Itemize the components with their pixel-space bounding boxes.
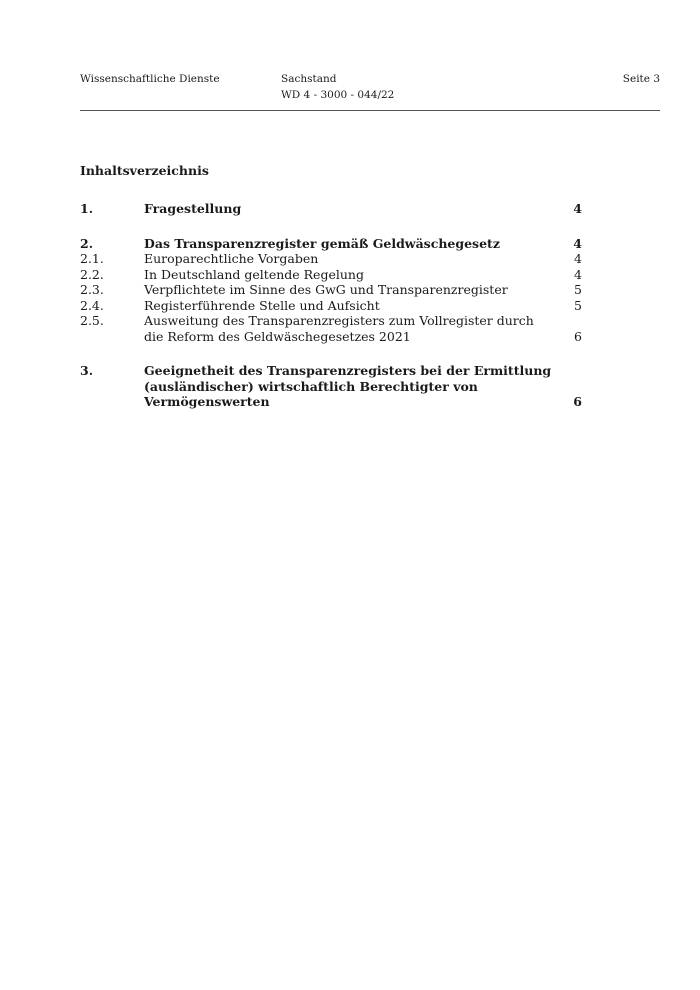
toc-entry-page: 5 — [574, 282, 582, 297]
toc-entry[interactable] — [80, 267, 582, 283]
toc-entry-page: 6 — [573, 394, 582, 409]
toc-entry-page: 4 — [573, 201, 582, 216]
toc-entry[interactable] — [80, 313, 582, 344]
toc-entry-label: Fragestellung — [144, 201, 242, 216]
header-divider — [80, 110, 660, 111]
toc-spacer — [80, 344, 582, 363]
toc-entry-label: Verpflichtete im Sinne des GwG und Transparenzregister — [144, 282, 508, 297]
toc-entry-number: 2.3. — [80, 282, 104, 297]
toc-spacer — [80, 217, 582, 236]
toc-title: Inhaltsverzeichnis — [80, 163, 209, 178]
toc-entry-label: In Deutschland geltende Regelung — [144, 266, 364, 282]
toc-entry-number: 2.5. — [80, 313, 104, 328]
toc-entry-page: 6 — [574, 328, 582, 344]
header-document-type: Sachstand — [281, 73, 337, 85]
toc-entry[interactable] — [80, 298, 582, 314]
toc-entry-page: 4 — [573, 235, 582, 251]
toc-entry-number: 2.2. — [80, 266, 104, 282]
toc-entry[interactable] — [80, 251, 582, 267]
toc-entry-label: Geeignetheit des Transparenzregisters bei der Ermittlung (ausländischer) wirtschaftlich Berechtigter von Vermögenswerten — [144, 363, 552, 409]
table-of-contents — [80, 201, 582, 410]
toc-entry-page: 5 — [574, 297, 582, 313]
toc-entry-label: Registerführende Stelle und Aufsicht — [144, 297, 380, 313]
header-page-number: Seite 3 — [622, 73, 660, 85]
toc-entry[interactable] — [80, 201, 582, 217]
toc-entry-number: 2.1. — [80, 251, 104, 266]
header-organization: Wissenschaftliche Dienste — [80, 73, 220, 85]
toc-entry-label: Ausweitung des Transparenzregisters zum Vollregister durch die Reform des Geldwäschegesetzes 2021 — [144, 313, 534, 344]
toc-entry-number: 3. — [80, 363, 94, 378]
toc-entry-number: 2.4. — [80, 297, 104, 313]
toc-entry[interactable] — [80, 236, 582, 252]
toc-entry-label: Europarechtliche Vorgaben — [144, 251, 319, 266]
toc-entry[interactable] — [80, 363, 582, 410]
toc-entry-page: 4 — [574, 266, 582, 282]
toc-entry-label: Das Transparenzregister gemäß Geldwäschegesetz — [144, 235, 500, 251]
toc-entry-number: 1. — [80, 201, 94, 216]
toc-entry-number: 2. — [80, 235, 94, 251]
header-document-reference: WD 4 - 3000 - 044/22 — [281, 89, 395, 101]
toc-entry[interactable] — [80, 282, 582, 298]
toc-entry-page: 4 — [574, 251, 582, 266]
